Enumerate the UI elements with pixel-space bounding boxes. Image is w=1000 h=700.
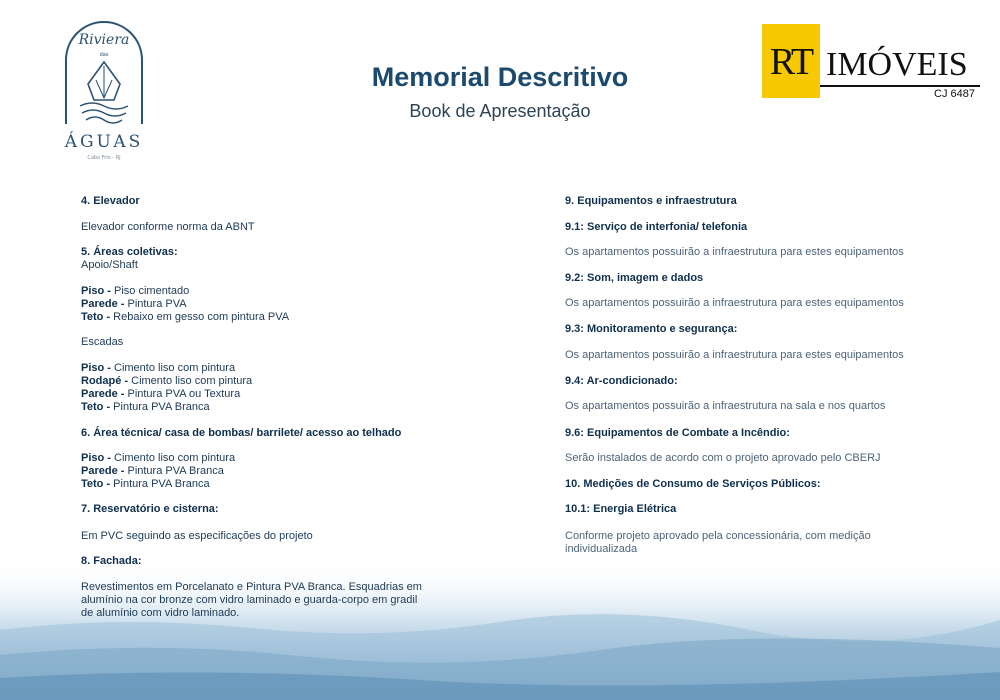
subsection-text-9-1: Os apartamentos possuirão a infraestrutura para estes equipamentos [565,246,904,258]
tecnica-parede: Parede - Pintura PVA Branca [81,465,224,477]
tecnica-piso: Piso - Cimento liso com pintura [81,452,236,464]
subsection-heading-9-3: 9.3: Monitoramento e segurança: [565,323,738,335]
subsection-text-10-1-line-1: Conforme projeto aprovado pela concessionária, com medição [565,530,871,542]
logo-text-aguas: ÁGUAS [64,132,144,152]
fachada-text-line-3: de alumínio com vidro laminado. [81,607,240,619]
fachada-text-line-2: alumínio na cor bronze com vidro laminado e guarda-corpo em gradil [81,594,418,606]
fachada-text-line-1: Revestimentos em Porcelanato e Pintura PVA Branca. Esquadrias em [81,581,422,593]
subsection-heading-9-1: 9.1: Serviço de interfonia/ telefonia [565,221,748,233]
subsection-heading-9-6: 9.6: Equipamentos de Combate a Incêndio: [565,427,790,439]
logo-text-riviera: Riviera [78,32,130,48]
rt-badge-text: RT [769,41,813,83]
section-heading-medicoes: 10. Medições de Consumo de Serviços Públicos: [565,478,821,490]
escadas-parede: Parede - Pintura PVA ou Textura [81,388,241,400]
subsection-heading-9-2: 9.2: Som, imagem e dados [565,272,704,284]
rt-brand-name: IMÓVEIS [826,46,968,83]
escadas-piso: Piso - Cimento liso com pintura [81,362,236,374]
right-column [565,0,965,700]
escadas-rodape: Rodapé - Cimento liso com pintura [81,375,253,387]
rt-creci: CJ 6487 [934,88,975,100]
logo-text-location: Cabo Frio - RJ [87,155,121,161]
page-title: Memorial Descritivo [371,62,629,92]
elevador-text: Elevador conforme norma da ABNT [81,221,255,233]
subsection-text-9-4: Os apartamentos possuirão a infraestrutura na sala e nos quartos [565,400,886,412]
apoio-piso: Piso - Piso cimentado [81,285,190,297]
areas-subtitle: Apoio/Shaft [81,259,138,271]
logo-text-das: das [99,52,109,58]
subsection-heading-9-4: 9.4: Ar-condicionado: [565,375,678,387]
section-heading-elevador: 4. Elevador [81,195,140,207]
subsection-text-9-6: Serão instalados de acordo com o projeto aprovado pelo CBERJ [565,452,881,464]
subsection-heading-10-1: 10.1: Energia Elétrica [565,503,677,515]
subsection-text-9-3: Os apartamentos possuirão a infraestrutura para estes equipamentos [565,349,904,361]
apoio-teto: Teto - Rebaixo em gesso com pintura PVA [81,311,290,323]
apoio-parede: Parede - Pintura PVA [81,298,187,310]
subsection-text-9-2: Os apartamentos possuirão a infraestrutura para estes equipamentos [565,297,904,309]
reservatorio-text: Em PVC seguindo as especificações do projeto [81,530,313,542]
section-heading-areas: 5. Áreas coletivas: [81,246,178,258]
page-subtitle: Book de Apresentação [409,101,591,121]
escadas-label: Escadas [81,336,124,348]
section-heading-fachada: 8. Fachada: [81,555,142,567]
section-heading-reservatorio: 7. Reservatório e cisterna: [81,503,219,515]
section-heading-equipamentos: 9. Equipamentos e infraestrutura [565,195,737,207]
escadas-teto: Teto - Pintura PVA Branca [81,401,210,413]
tecnica-teto: Teto - Pintura PVA Branca [81,478,210,490]
left-column [81,0,501,700]
subsection-text-10-1-line-2: individualizada [565,543,638,555]
section-heading-area-tecnica: 6. Área técnica/ casa de bombas/ barrilete/ acesso ao telhado [81,427,402,439]
